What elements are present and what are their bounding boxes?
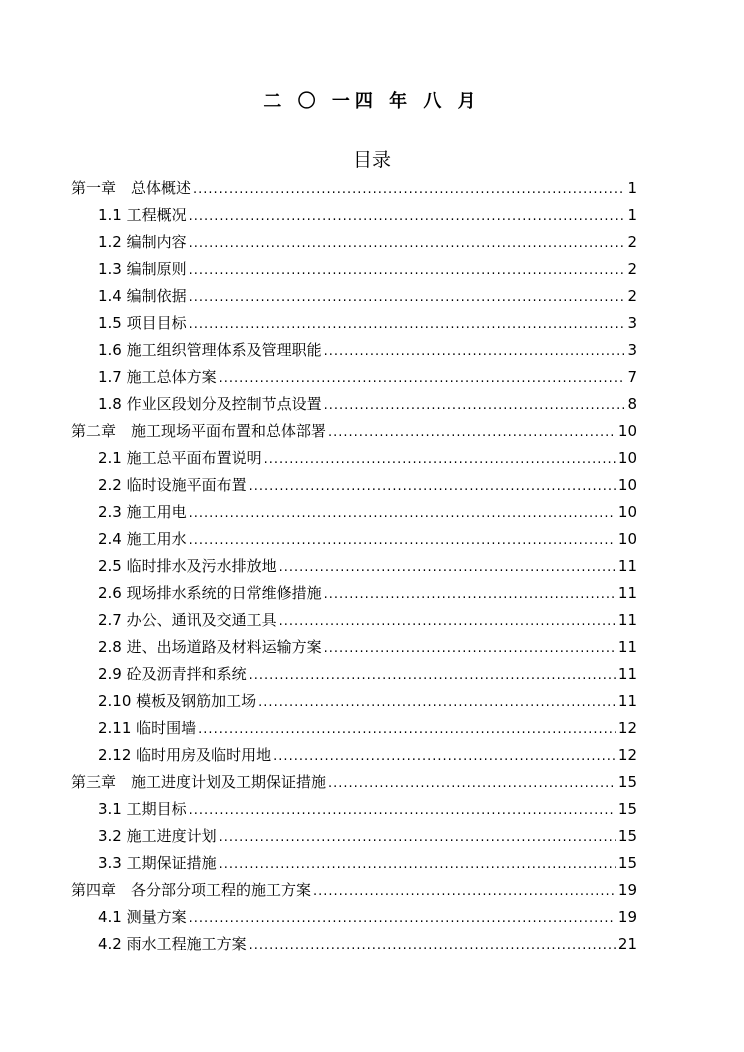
toc-dot-leader	[258, 695, 616, 710]
toc-entry-label: 4.1 测量方案	[98, 908, 187, 926]
toc-dot-leader	[189, 290, 626, 305]
toc-dot-leader	[198, 722, 616, 737]
toc-page-number: 15	[617, 772, 637, 791]
toc-entry-label: 2.2 临时设施平面布置	[98, 476, 247, 494]
toc-entry-label: 2.6 现场排水系统的日常维修措施	[98, 584, 322, 602]
toc-section-entry[interactable]	[0, 309, 744, 336]
toc-page-number: 1	[627, 205, 637, 224]
toc-chapter-entry[interactable]	[0, 768, 744, 795]
toc-section-entry[interactable]	[0, 822, 744, 849]
toc-entry-label: 第一章 总体概述	[71, 179, 192, 197]
toc-page-number: 10	[617, 475, 637, 494]
toc-page-number: 3	[627, 313, 637, 332]
toc-entry-label: 2.5 临时排水及污水排放地	[98, 557, 277, 575]
toc-dot-leader	[189, 236, 626, 251]
toc-dot-leader	[193, 182, 625, 197]
toc-section-entry[interactable]	[0, 552, 744, 579]
toc-dot-leader	[328, 425, 616, 440]
toc-section-entry[interactable]	[0, 255, 744, 282]
toc-page-number: 8	[627, 394, 637, 413]
toc-page-number: 1	[627, 178, 637, 197]
toc-entry-label: 第三章 施工进度计划及工期保证措施	[71, 773, 327, 791]
toc-page-number: 2	[627, 259, 637, 278]
toc-section-entry[interactable]	[0, 363, 744, 390]
toc-dot-leader	[279, 560, 616, 575]
toc-dot-leader	[219, 857, 616, 872]
toc-dot-leader	[324, 398, 626, 413]
toc-entry-label: 3.1 工期目标	[98, 800, 187, 818]
toc-dot-leader	[189, 803, 616, 818]
toc-dot-leader	[249, 938, 616, 953]
toc-dot-leader	[273, 749, 616, 764]
toc-dot-leader	[249, 479, 616, 494]
document-date: 二 〇 一四 年 八 月	[263, 91, 481, 112]
toc-page-number: 7	[627, 367, 637, 386]
toc-dot-leader	[324, 344, 626, 359]
toc-page-number: 10	[617, 529, 637, 548]
toc-section-entry[interactable]	[0, 201, 744, 228]
toc-entry-label: 2.3 施工用电	[98, 503, 187, 521]
toc-page-number: 15	[617, 799, 637, 818]
toc-dot-leader	[219, 830, 616, 845]
toc-page-number: 15	[617, 853, 637, 872]
toc-dot-leader	[219, 371, 626, 386]
toc-entry-label: 2.4 施工用水	[98, 530, 187, 548]
toc-entry-label: 1.4 编制依据	[98, 287, 187, 305]
toc-chapter-entry[interactable]	[0, 876, 744, 903]
toc-dot-leader	[189, 263, 626, 278]
toc-entry-label: 3.2 施工进度计划	[98, 827, 217, 845]
toc-entry-label: 第二章 施工现场平面布置和总体部署	[71, 422, 327, 440]
toc-entry-label: 1.3 编制原则	[98, 260, 187, 278]
toc-section-entry[interactable]	[0, 903, 744, 930]
toc-dot-leader	[279, 614, 616, 629]
toc-section-entry[interactable]	[0, 795, 744, 822]
toc-section-entry[interactable]	[0, 660, 744, 687]
toc-entry-label: 1.7 施工总体方案	[98, 368, 217, 386]
toc-section-entry[interactable]	[0, 471, 744, 498]
toc-entry-label: 2.8 进、出场道路及材料运输方案	[98, 638, 322, 656]
toc-entry-label: 4.2 雨水工程施工方案	[98, 935, 247, 953]
toc-page-number: 12	[617, 718, 637, 737]
toc-section-entry[interactable]	[0, 282, 744, 309]
toc-section-entry[interactable]	[0, 741, 744, 768]
toc-entry-label: 2.9 砼及沥青拌和系统	[98, 665, 247, 683]
toc-section-entry[interactable]	[0, 849, 744, 876]
toc-page-number: 11	[617, 637, 637, 656]
toc-section-entry[interactable]	[0, 228, 744, 255]
toc-section-entry[interactable]	[0, 390, 744, 417]
toc-entry-label: 2.10 模板及钢筋加工场	[98, 692, 257, 710]
toc-entry-label: 1.1 工程概况	[98, 206, 187, 224]
toc-section-entry[interactable]	[0, 444, 744, 471]
toc-dot-leader	[249, 668, 616, 683]
toc-page-number: 11	[617, 583, 637, 602]
toc-entry-label: 2.7 办公、通讯及交通工具	[98, 611, 277, 629]
toc-page-number: 11	[617, 691, 637, 710]
toc-page-number: 3	[627, 340, 637, 359]
toc-page-number: 15	[617, 826, 637, 845]
toc-dot-leader	[313, 884, 616, 899]
toc-entry-label: 第四章 各分部分项工程的施工方案	[71, 881, 312, 899]
toc-entry-label: 2.1 施工总平面布置说明	[98, 449, 262, 467]
toc-page-number: 21	[617, 934, 637, 953]
toc-section-entry[interactable]	[0, 930, 744, 957]
toc-section-entry[interactable]	[0, 525, 744, 552]
toc-dot-leader	[264, 452, 616, 467]
toc-page-number: 11	[617, 664, 637, 683]
toc-entry-label: 1.5 项目目标	[98, 314, 187, 332]
toc-page-number: 10	[617, 448, 637, 467]
toc-entry-label: 3.3 工期保证措施	[98, 854, 217, 872]
toc-page-number: 2	[627, 232, 637, 251]
toc-section-entry[interactable]	[0, 633, 744, 660]
toc-entry-label: 1.6 施工组织管理体系及管理职能	[98, 341, 322, 359]
toc-entry-label: 2.11 临时围墙	[98, 719, 197, 737]
toc-entry-label: 1.8 作业区段划分及控制节点设置	[98, 395, 322, 413]
toc-page-number: 19	[617, 907, 637, 926]
toc-page-number: 11	[617, 610, 637, 629]
toc-dot-leader	[189, 533, 616, 548]
table-of-contents	[0, 174, 744, 957]
toc-dot-leader	[189, 911, 616, 926]
toc-page-number: 12	[617, 745, 637, 764]
toc-section-entry[interactable]	[0, 714, 744, 741]
toc-chapter-entry[interactable]	[0, 417, 744, 444]
toc-section-entry[interactable]	[0, 498, 744, 525]
toc-page-number: 19	[617, 880, 637, 899]
toc-page-number: 2	[627, 286, 637, 305]
toc-dot-leader	[189, 506, 616, 521]
toc-entry-label: 1.2 编制内容	[98, 233, 187, 251]
toc-entry-label: 2.12 临时用房及临时用地	[98, 746, 272, 764]
toc-dot-leader	[189, 209, 626, 224]
toc-section-entry[interactable]	[0, 336, 744, 363]
toc-dot-leader	[324, 587, 616, 602]
toc-page-number: 10	[617, 421, 637, 440]
toc-page-number: 11	[617, 556, 637, 575]
toc-dot-leader	[324, 641, 616, 656]
toc-section-entry[interactable]	[0, 579, 744, 606]
toc-dot-leader	[189, 317, 626, 332]
toc-dot-leader	[328, 776, 616, 791]
toc-title: 目录	[352, 149, 391, 171]
toc-page-number: 10	[617, 502, 637, 521]
toc-section-entry[interactable]	[0, 687, 744, 714]
toc-chapter-entry[interactable]	[0, 174, 744, 201]
toc-section-entry[interactable]	[0, 606, 744, 633]
